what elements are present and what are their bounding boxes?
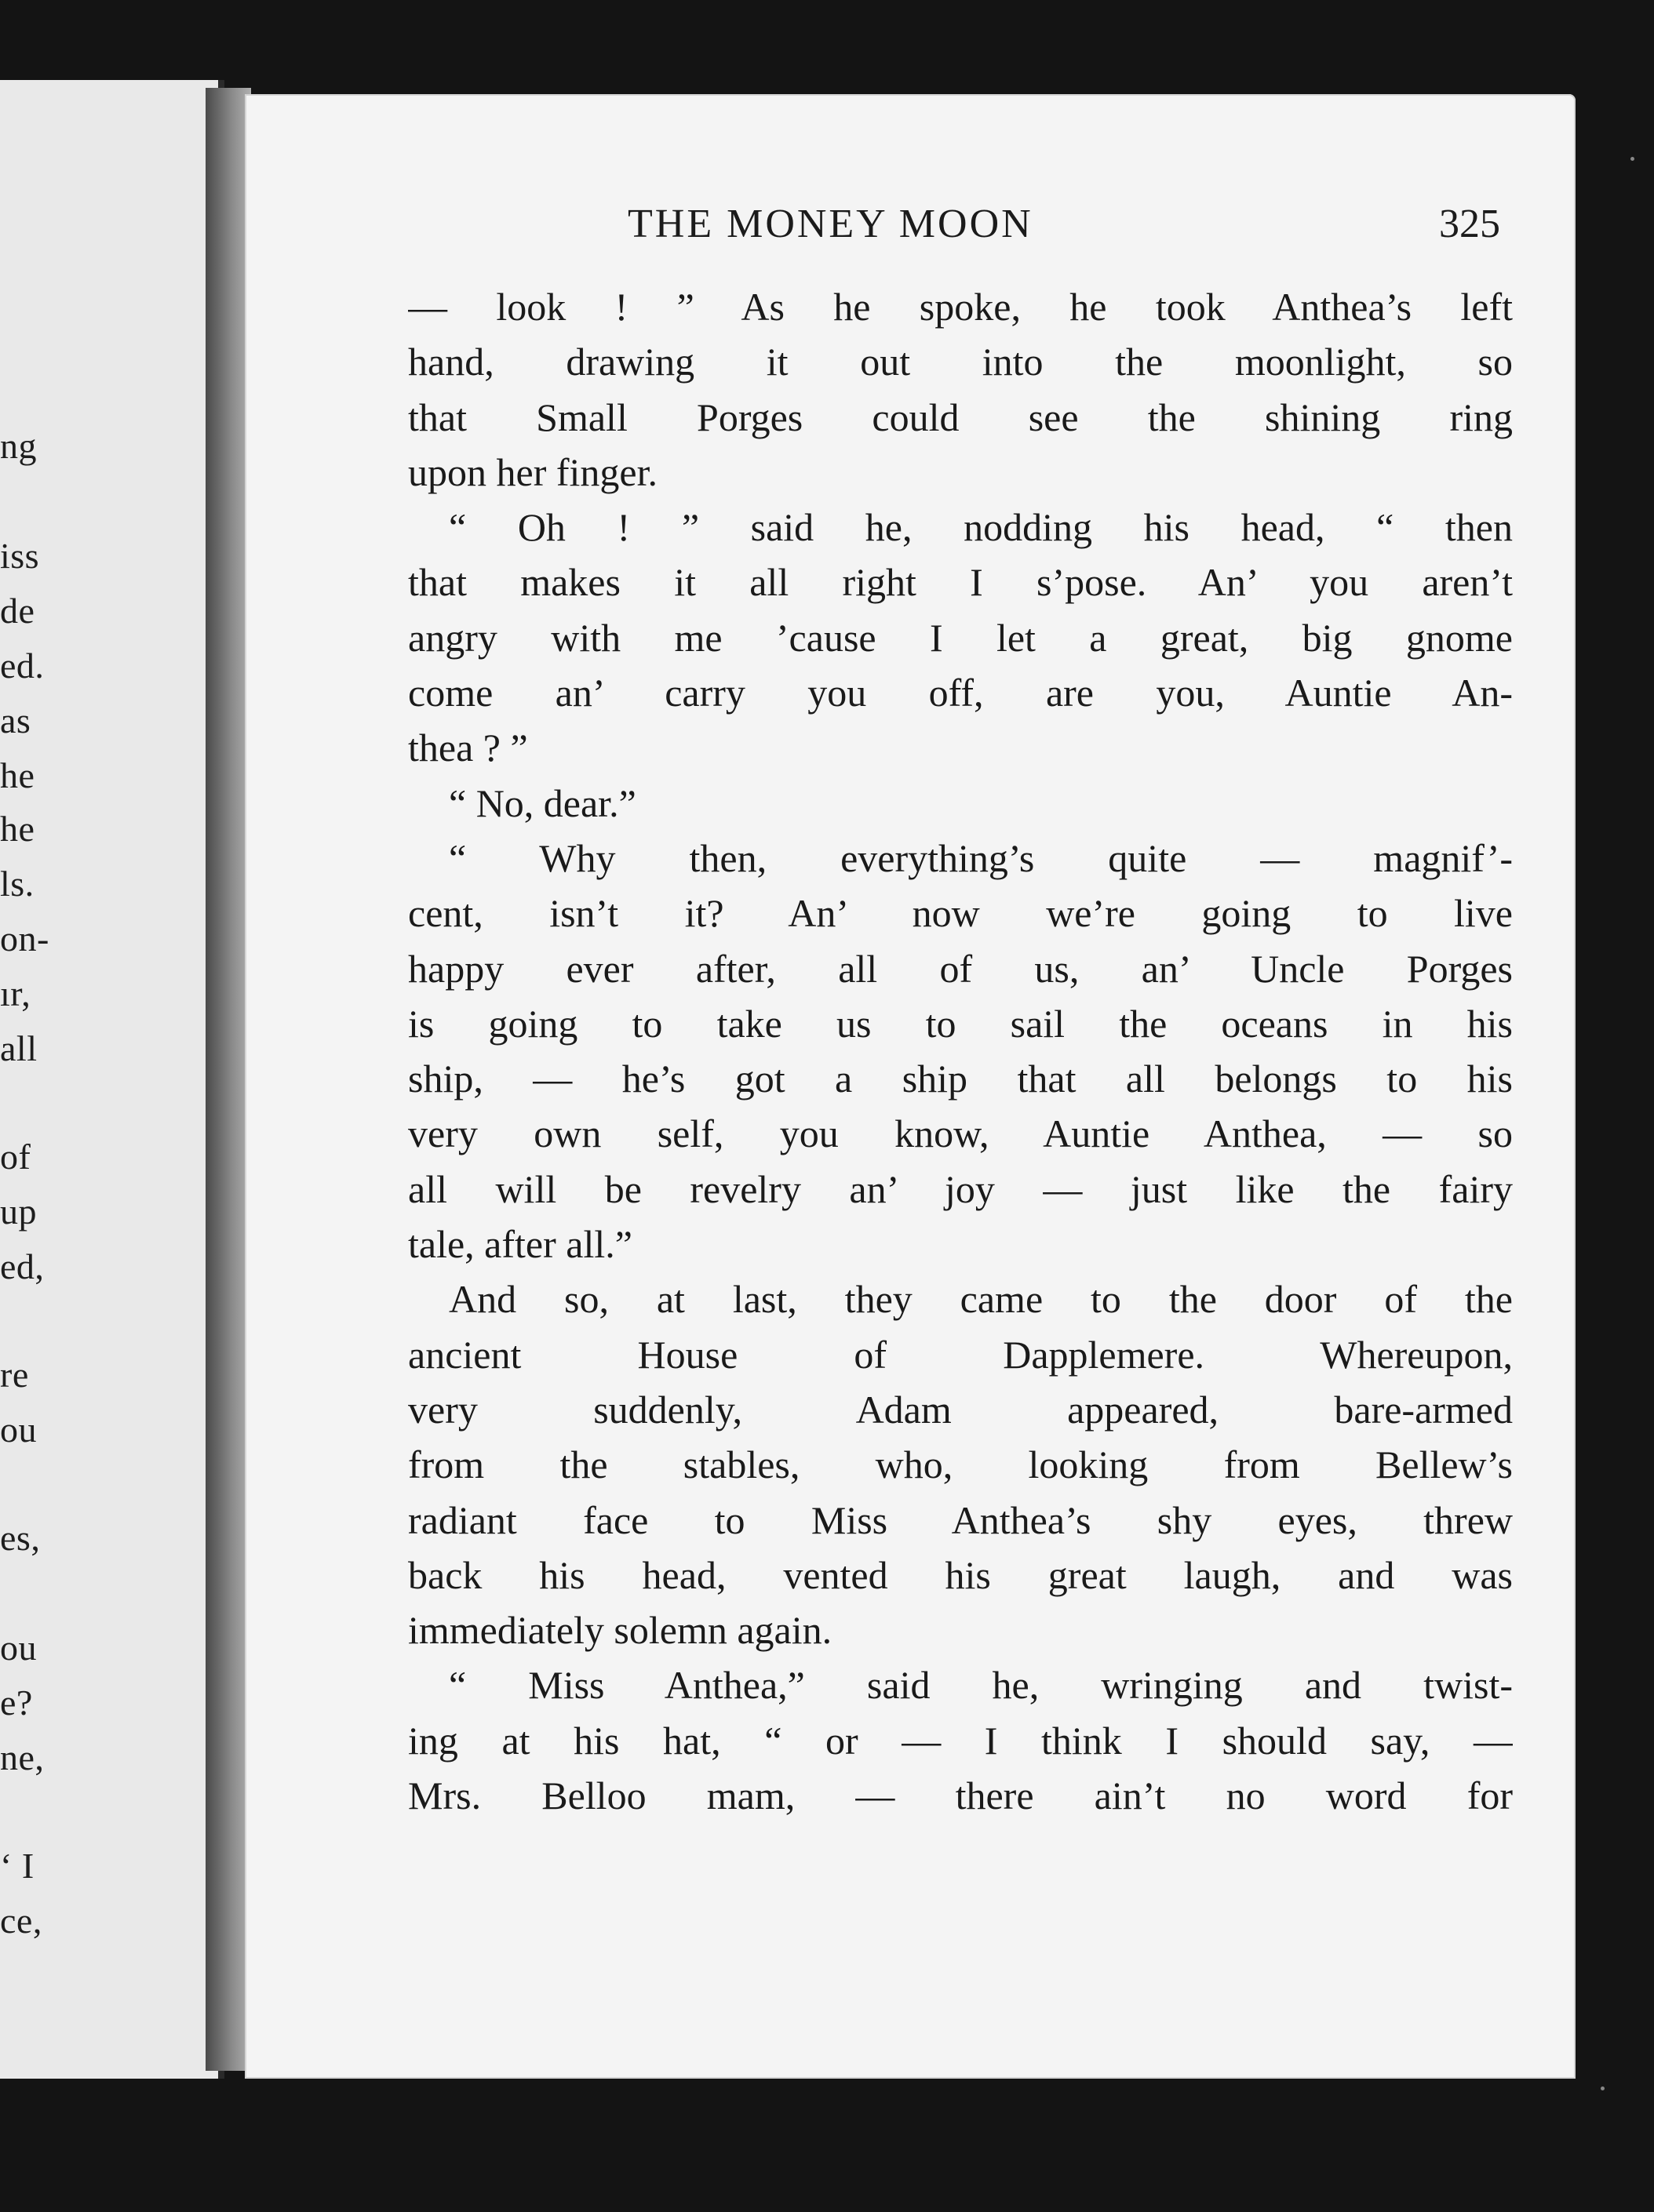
text-line: come an’ carry you off, are you, Auntie An- <box>408 671 1513 715</box>
facing-page <box>0 80 224 2079</box>
text-line: upon her finger. <box>408 449 658 494</box>
facing-page-fragment: e? <box>0 1683 33 1723</box>
facing-page-fragment: of <box>0 1137 31 1177</box>
text-line: back his head, vented his great laugh, and was <box>408 1552 1513 1597</box>
text-line: cent, isn’t it? An’ now we’re going to live <box>408 891 1513 936</box>
text-line: “ Miss Anthea,” said he, wringing and twist- <box>449 1663 1513 1708</box>
running-title: THE MONEY MOON <box>628 202 1033 246</box>
facing-page-fragment: he <box>0 809 35 849</box>
scan-speck <box>1630 157 1634 161</box>
text-line: that Small Porges could see the shining ring <box>408 395 1513 439</box>
facing-page-fragment: ‘ I <box>0 1846 35 1886</box>
text-line: happy ever after, all of us, an’ Uncle Porges <box>408 946 1513 991</box>
facing-page-fragment: ne, <box>0 1737 45 1777</box>
facing-page-fragment: es, <box>0 1518 41 1558</box>
text-line: hand, drawing it out into the moonlight, so <box>408 340 1513 384</box>
text-line: And so, at last, they came to the door of the <box>449 1277 1513 1322</box>
facing-page-fragment: ng <box>0 426 37 466</box>
text-line: tale, after all.” <box>408 1222 632 1267</box>
text-line: very suddenly, Adam appeared, bare-armed <box>408 1387 1513 1432</box>
facing-page-fragment: de <box>0 591 35 631</box>
text-line: Mrs. Belloo mam, — there ain’t no word for <box>408 1774 1513 1818</box>
text-line: all will be revelry an’ joy — just like the fairy <box>408 1166 1513 1211</box>
body-text <box>408 279 1513 1823</box>
facing-page-fragment: all <box>0 1028 38 1068</box>
facing-page-fragment: ır, <box>0 973 31 1013</box>
facing-page-fragment: iss <box>0 536 40 576</box>
text-line: from the stables, who, looking from Bellew’s <box>408 1443 1513 1487</box>
text-line: “ No, dear.” <box>449 780 636 825</box>
page-number: 325 <box>1439 202 1500 246</box>
text-line: immediately solemn again. <box>408 1608 832 1653</box>
facing-page-fragment: on- <box>0 919 49 959</box>
text-line: “ Why then, everything’s quite — magnif’- <box>449 835 1513 880</box>
facing-page-fragment: ce, <box>0 1901 42 1941</box>
running-head <box>245 201 1576 256</box>
text-line: angry with me ’cause I let a great, big gnome <box>408 615 1513 660</box>
text-line: radiant face to Miss Anthea’s shy eyes, threw <box>408 1497 1513 1542</box>
text-line: very own self, you know, Auntie Anthea, — so <box>408 1111 1513 1156</box>
scan-speck <box>1601 2086 1605 2090</box>
facing-page-fragment: re <box>0 1355 29 1395</box>
facing-page-fragment: as <box>0 700 31 740</box>
facing-page-fragment: ed, <box>0 1246 45 1286</box>
facing-page-fragment: he <box>0 755 35 795</box>
text-line: — look ! ” As he spoke, he took Anthea’s left <box>408 285 1513 329</box>
text-line: that makes it all right I s’pose. An’ you aren’t <box>408 560 1513 605</box>
book-page <box>245 94 1576 2079</box>
text-line: thea ? ” <box>408 726 528 770</box>
text-line: ing at his hat, “ or — I think I should say, — <box>408 1718 1513 1763</box>
facing-page-fragment: ou <box>0 1628 37 1668</box>
text-line: ship, — he’s got a ship that all belongs to his <box>408 1057 1513 1101</box>
facing-page-fragment: ed. <box>0 646 45 686</box>
facing-page-fragment: up <box>0 1191 37 1232</box>
text-line: “ Oh ! ” said he, nodding his head, “ then <box>449 505 1513 550</box>
facing-page-fragment: ls. <box>0 864 35 904</box>
facing-page-fragment: ou <box>0 1410 37 1450</box>
text-line: is going to take us to sail the oceans in his <box>408 1001 1513 1046</box>
text-line: ancient House of Dapplemere. Whereupon, <box>408 1332 1513 1377</box>
